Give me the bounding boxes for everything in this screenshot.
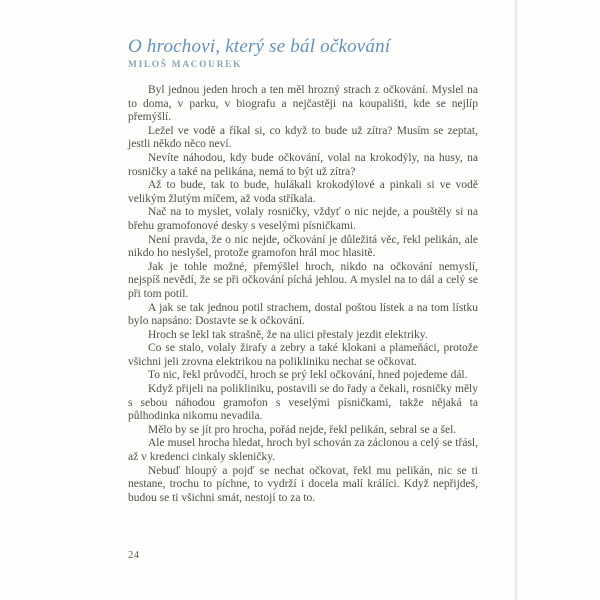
story-paragraph: Co se stalo, volaly žirafy a zebry a také klokani a plameňáci, protože všichni jeli zrovna elektrikou na polikliniku nechat se očkovat. xyxy=(128,342,478,368)
story-paragraph: A jak se tak jednou potil strachem, dostal poštou lístek a na tom lístku bylo napsáno: Dostavte se k očkování. xyxy=(128,301,478,328)
story-paragraph: Není pravda, že o nic nejde, očkování je důležitá věc, řekl pelikán, ale nikdo ho neslyšel, protože gramofon hrál moc hlasitě. xyxy=(128,233,478,260)
story-paragraph: Byl jednou jeden hroch a ten měl hrozný strach z očkování. Myslel na to doma, v parku, v biografu a nejčastěji na koupališti, kde se nejlíp přemýšlí. xyxy=(128,84,478,124)
story-paragraph: Jak je tohle možné, přemýšlel hroch, nikdo na očkování nemyslí, nejspíš nevědí, že se při očkování píchá jehlou. A myslel na to dál a celý se při tom potil. xyxy=(128,260,478,300)
story-title: O hrochovi, který se bál očkování xyxy=(128,36,391,57)
story-paragraph: To nic, řekl průvodčí, hroch se prý lekl očkování, hned pojedeme dál. xyxy=(148,369,468,382)
story-paragraph: Hroch se lekl tak strašně, že na ulici přestaly jezdit elektriky. xyxy=(148,328,428,341)
text-column xyxy=(128,35,478,505)
page-number: 24 xyxy=(128,550,140,561)
author-name: MILOŠ MACOUREK xyxy=(128,60,242,70)
story-paragraph: Nebuď hloupý a pojď se nechat očkovat, řekl mu pelikán, nic se ti nestane, trochu to píchne, to vydrží i docela malí králíci. Když nepřijdeš, budou se ti všichni smát, nestojí to za to. xyxy=(128,464,478,504)
page-edge-line xyxy=(515,0,517,600)
story-paragraph: Až to bude, tak to bude, hulákali krokodýlové a pinkali si ve vodě velikým žlutým míčem, až voda stříkala. xyxy=(128,179,478,205)
story-paragraph: Ležel ve vodě a říkal si, co když to bude už zítra? Musím se zeptat, jestli někdo něco neví. xyxy=(128,124,478,151)
story-paragraph: Ale musel hrocha hledat, hroch byl schován za záclonou a celý se třásl, až v kredenci cinkaly skleničky. xyxy=(128,437,478,464)
story-paragraph: Mělo by se jít pro hrocha, pořád nejde, řekl pelikán, sebral se a šel. xyxy=(148,423,457,436)
story-paragraph: Nevíte náhodou, kdy bude očkování, volal na krokodýly, na husy, na rosničky a také na pelikána, nemá to být už zítra? xyxy=(128,151,478,178)
story-paragraph: Nač na to myslet, volaly rosničky, vždyť o nic nejde, a pouštěly si na břehu gramofonové desky s veselými písničkami. xyxy=(128,206,478,232)
story-paragraph: Když přijeli na polikliniku, postavili se do řady a čekali, rosničky měly s sebou náhodou gramofon s veselými písničkami, takže nějaká ta půlhodinka nikomu nevadila. xyxy=(128,383,478,423)
story-body xyxy=(128,84,478,505)
